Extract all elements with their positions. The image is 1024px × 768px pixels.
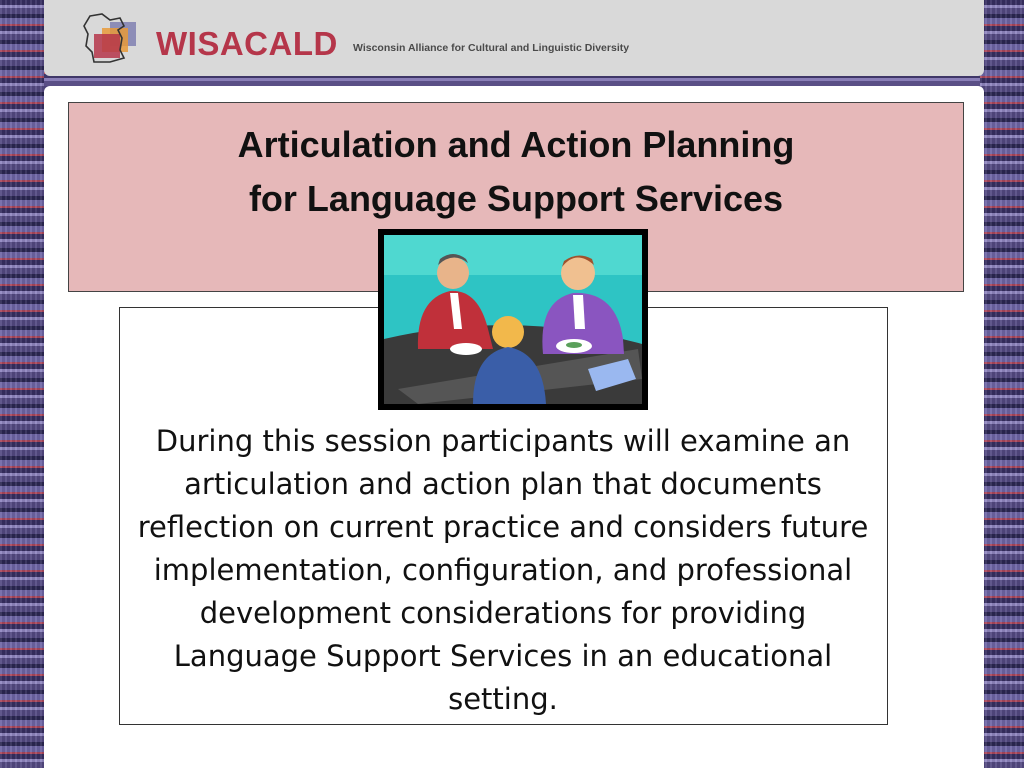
brand-tagline: Wisconsin Alliance for Cultural and Linguistic Diversity (353, 42, 630, 54)
business-meeting-clipart-icon (378, 229, 648, 410)
title-line-2: for Language Support Services (248, 178, 784, 219)
brand-name: WISACALD (156, 25, 338, 62)
title-line-1: Articulation and Action Planning (237, 124, 795, 165)
left-decorative-border (0, 0, 44, 768)
right-decorative-border (980, 0, 1024, 768)
wisconsin-map-logo-icon (80, 12, 142, 66)
header-banner (44, 0, 984, 76)
session-description: During this session participants will examine an articulation and action plan that documents reflection on current practice and considers future implementation, configuration, and professional development considerations for providing Language Support Services in an educational setting. (137, 424, 869, 716)
slide-title (68, 118, 964, 226)
